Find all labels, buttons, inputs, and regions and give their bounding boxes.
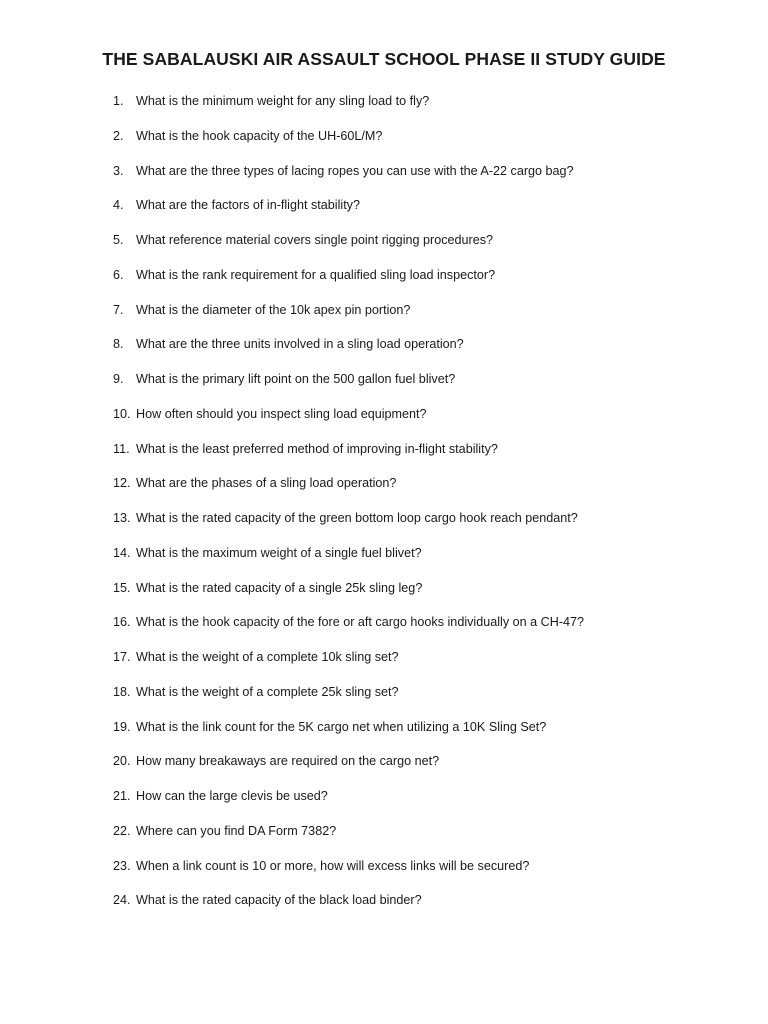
question-number: 6. bbox=[113, 267, 124, 282]
question-number: 8. bbox=[113, 337, 124, 352]
question-text: When a link count is 10 or more, how will excess links will be secured? bbox=[136, 858, 530, 873]
question-text: How many breakaways are required on the cargo net? bbox=[136, 754, 440, 769]
question-text: What is the rated capacity of a single 25k sling leg? bbox=[136, 580, 423, 595]
question-item bbox=[113, 821, 733, 856]
question-list bbox=[113, 91, 733, 925]
question-item bbox=[113, 91, 733, 126]
question-item bbox=[113, 334, 733, 369]
question-text: What are the phases of a sling load operation? bbox=[136, 476, 397, 491]
question-number: 7. bbox=[113, 302, 124, 317]
question-number: 10. bbox=[113, 406, 131, 421]
question-text: What is the weight of a complete 10k sling set? bbox=[136, 650, 399, 664]
question-item bbox=[113, 265, 733, 300]
question-text: What is the primary lift point on the 500 gallon fuel blivet? bbox=[136, 372, 456, 386]
question-text: Where can you find DA Form 7382? bbox=[136, 823, 337, 838]
question-text: How often should you inspect sling load equipment? bbox=[136, 406, 427, 421]
question-text: What is the diameter of the 10k apex pin portion? bbox=[136, 302, 411, 317]
question-number: 19. bbox=[113, 719, 131, 734]
question-text: What are the factors of in-flight stability? bbox=[136, 198, 360, 213]
question-number: 18. bbox=[113, 684, 131, 699]
question-item bbox=[113, 786, 733, 821]
question-number: 12. bbox=[113, 476, 131, 491]
question-item bbox=[113, 647, 733, 682]
question-number: 14. bbox=[113, 545, 131, 560]
question-text: What is the minimum weight for any sling load to fly? bbox=[136, 94, 430, 108]
question-text: What is the least preferred method of improving in-flight stability? bbox=[136, 441, 498, 456]
question-text: What is the hook capacity of the UH-60L/M? bbox=[136, 128, 383, 143]
question-item bbox=[113, 508, 733, 543]
question-number: 17. bbox=[113, 650, 131, 664]
question-text: What is the rated capacity of the green bottom loop cargo hook reach pendant? bbox=[136, 511, 578, 525]
question-item bbox=[113, 126, 733, 161]
question-text: What is the maximum weight of a single fuel blivet? bbox=[136, 545, 422, 560]
question-number: 15. bbox=[113, 580, 131, 595]
question-number: 23. bbox=[113, 858, 131, 873]
question-number: 1. bbox=[113, 94, 124, 108]
question-number: 22. bbox=[113, 823, 131, 838]
question-item bbox=[113, 890, 733, 925]
question-item bbox=[113, 161, 733, 196]
question-text: What is the rated capacity of the black load binder? bbox=[136, 893, 422, 908]
question-item bbox=[113, 543, 733, 578]
question-item bbox=[113, 473, 733, 508]
question-text: What is the hook capacity of the fore or aft cargo hooks individually on a CH-47? bbox=[136, 615, 585, 630]
question-number: 24. bbox=[113, 893, 131, 908]
question-number: 11. bbox=[113, 441, 130, 456]
question-number: 5. bbox=[113, 233, 124, 247]
question-number: 9. bbox=[113, 372, 124, 386]
question-text: What are the three types of lacing ropes you can use with the A-22 cargo bag? bbox=[136, 163, 574, 178]
question-number: 2. bbox=[113, 128, 124, 143]
question-number: 21. bbox=[113, 789, 131, 803]
question-text: What is the link count for the 5K cargo net when utilizing a 10K Sling Set? bbox=[136, 719, 547, 734]
question-item bbox=[113, 404, 733, 439]
question-item bbox=[113, 682, 733, 717]
question-text: What is the rank requirement for a qualified sling load inspector? bbox=[136, 267, 496, 282]
question-item bbox=[113, 300, 733, 335]
question-item bbox=[113, 230, 733, 265]
question-text: What reference material covers single point rigging procedures? bbox=[136, 233, 494, 247]
question-item bbox=[113, 578, 733, 613]
page-title: THE SABALAUSKI AIR ASSAULT SCHOOL PHASE II STUDY GUIDE bbox=[102, 49, 666, 69]
question-item bbox=[113, 369, 733, 404]
question-number: 13. bbox=[113, 511, 131, 525]
question-text: What are the three units involved in a sling load operation? bbox=[136, 337, 464, 352]
question-item bbox=[113, 856, 733, 891]
question-item bbox=[113, 439, 733, 474]
question-number: 4. bbox=[113, 198, 124, 213]
question-number: 16. bbox=[113, 615, 131, 630]
question-item bbox=[113, 195, 733, 230]
question-text: How can the large clevis be used? bbox=[136, 789, 328, 803]
question-text: What is the weight of a complete 25k sling set? bbox=[136, 684, 399, 699]
question-number: 3. bbox=[113, 163, 124, 178]
question-number: 20. bbox=[113, 754, 131, 769]
question-item bbox=[113, 717, 733, 752]
question-item bbox=[113, 751, 733, 786]
question-item bbox=[113, 612, 733, 647]
